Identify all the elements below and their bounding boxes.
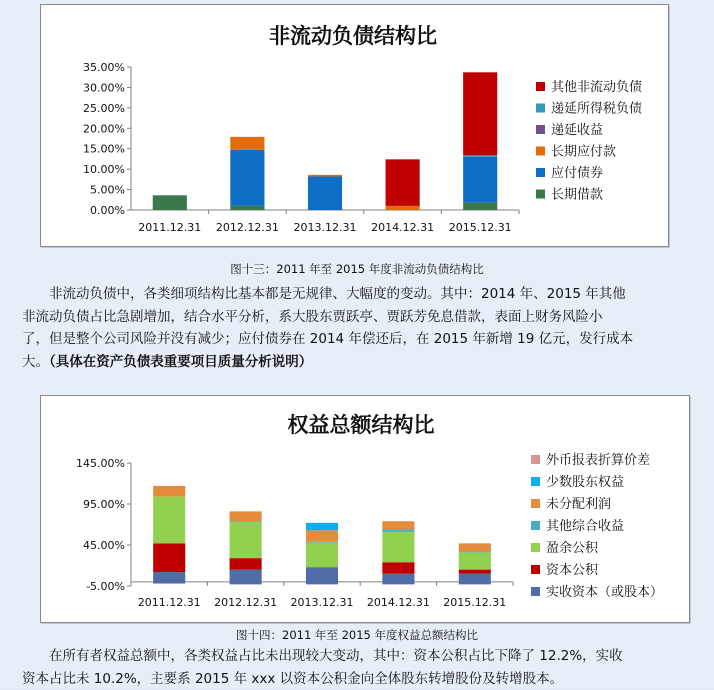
bar-segment xyxy=(382,521,414,529)
y-tick-label: 10.00% xyxy=(83,163,125,176)
chart-title: 权益总额结构比 xyxy=(288,413,435,437)
bar-segment xyxy=(459,574,491,582)
chart-total-equity xyxy=(40,395,690,623)
legend-label: 其他非流动负债 xyxy=(551,79,642,95)
y-tick-label: 15.00% xyxy=(83,143,125,156)
legend-swatch xyxy=(536,104,545,113)
x-tick-label: 2012.12.31 xyxy=(216,221,279,234)
bar-segment xyxy=(386,159,420,206)
bar-segment xyxy=(382,562,414,573)
bar-segment xyxy=(306,543,338,568)
legend-swatch xyxy=(531,587,540,596)
y-tick-label: -5.00% xyxy=(86,580,125,593)
x-tick-label: 2011.12.31 xyxy=(138,596,201,609)
legend-label: 其他综合收益 xyxy=(546,518,624,534)
bar-segment xyxy=(306,530,338,541)
x-tick-label: 2014.12.31 xyxy=(367,596,430,609)
bar-segment xyxy=(306,542,338,543)
paragraph-liabilities xyxy=(22,283,694,373)
legend-label: 外币报表折算价差 xyxy=(546,452,650,468)
p2-line1: 在所有者权益总额中，各类权益占比未出现较大变动，其中：资本公积占比下降了 12.2%，实收 xyxy=(49,648,623,664)
y-tick-label: 20.00% xyxy=(83,122,125,135)
x-tick-label: 2013.12.31 xyxy=(294,221,357,234)
p2-line2: 资本占比未 10.2%，主要系 2015 年 xxx 以资本公积金向全体股东转增股份及转增股本。 xyxy=(22,668,694,690)
bar-segment xyxy=(463,203,497,210)
bar-segment xyxy=(308,175,342,177)
figure-caption-13: 图十三：2011 年至 2015 年度非流动负债结构比 xyxy=(0,261,714,277)
bar-segment xyxy=(463,72,497,155)
bar-segment-negative xyxy=(153,582,185,584)
p1-line3: 了，但是整个公司风险并没有减少；应付债券在 2014 年偿还后，在 2015 年新增 19 亿元，发行成本 xyxy=(22,328,694,351)
x-tick-label: 2012.12.31 xyxy=(214,596,277,609)
bar-segment-negative xyxy=(382,582,414,584)
bar-segment xyxy=(382,529,414,531)
legend-label: 少数股东权益 xyxy=(546,474,624,490)
bar-segment xyxy=(463,155,497,157)
legend-label: 递延收益 xyxy=(551,122,603,138)
y-tick-label: 45.00% xyxy=(83,539,125,552)
y-tick-label: 25.00% xyxy=(83,102,125,115)
bar-segment xyxy=(153,572,185,582)
x-tick-label: 2013.12.31 xyxy=(291,596,354,609)
legend-label: 盈余公积 xyxy=(546,541,599,556)
bar-segment xyxy=(153,195,187,210)
legend-label: 未分配利润 xyxy=(546,496,611,512)
p1-line2: 非流动负债占比急剧增加，结合水平分析，系大股东贾跃亭、贾跃芳免息借款，表面上财务风险小 xyxy=(22,306,694,329)
bar-segment xyxy=(306,523,338,530)
legend-swatch xyxy=(531,499,540,508)
bar-segment xyxy=(382,532,414,562)
x-tick-label: 2015.12.31 xyxy=(449,221,512,234)
bar-segment xyxy=(230,558,262,569)
p1-line4-bold: （具体在资产负债表重要项目质量分析说明） xyxy=(49,354,312,370)
x-tick-label: 2011.12.31 xyxy=(138,221,201,234)
x-tick-label: 2014.12.31 xyxy=(371,221,434,234)
legend-swatch xyxy=(536,82,545,91)
p1-line4: 大。 xyxy=(22,354,49,370)
paragraph-equity xyxy=(22,645,694,690)
bar-segment xyxy=(230,137,264,150)
p1-line1: 非流动负债中，各类细项结构比基本都是无规律、大幅度的变动。其中：2014 年、2015 年其他 xyxy=(49,286,626,302)
bar-segment xyxy=(230,511,262,521)
legend-swatch xyxy=(536,168,545,177)
legend-swatch xyxy=(531,543,540,552)
bar-segment xyxy=(459,552,491,569)
bar-segment xyxy=(463,157,497,203)
y-tick-label: 5.00% xyxy=(90,184,125,197)
chart-non-current-liabilities-svg xyxy=(41,5,668,246)
legend-label: 应付债券 xyxy=(551,165,603,181)
bar-segment xyxy=(153,497,185,544)
y-tick-label: 145.00% xyxy=(76,457,125,470)
bar-segment xyxy=(382,574,414,582)
legend-label: 递延所得税负债 xyxy=(551,101,642,117)
legend-label: 资本公积 xyxy=(546,562,599,578)
bar-segment xyxy=(230,570,262,582)
bar-segment-negative xyxy=(306,582,338,584)
bar-segment xyxy=(153,486,185,497)
bar-segment xyxy=(306,567,338,582)
y-tick-label: 30.00% xyxy=(83,81,125,94)
legend-swatch xyxy=(531,521,540,530)
legend-label: 长期借款 xyxy=(551,187,603,203)
bar-segment xyxy=(230,206,264,210)
chart-title: 非流动负债结构比 xyxy=(269,24,437,48)
x-tick-label: 2015.12.31 xyxy=(443,596,506,609)
legend-swatch xyxy=(536,190,545,199)
figure-caption-14: 图十四：2011 年至 2015 年度权益总额结构比 xyxy=(0,627,714,643)
chart-non-current-liabilities xyxy=(40,4,669,247)
bar-segment-negative xyxy=(230,582,262,584)
bar-segment xyxy=(153,543,185,572)
bar-segment xyxy=(459,543,491,551)
bar-segment xyxy=(308,176,342,210)
legend-swatch xyxy=(536,147,545,156)
legend-label: 长期应付款 xyxy=(551,144,616,160)
bar-segment xyxy=(459,570,491,574)
bar-segment xyxy=(459,552,491,553)
bar-segment xyxy=(230,150,264,206)
y-tick-label: 0.00% xyxy=(90,204,125,217)
bar-segment xyxy=(386,206,420,210)
legend-swatch xyxy=(531,455,540,464)
chart-total-equity-svg xyxy=(41,396,689,622)
bar-segment-negative xyxy=(459,582,491,584)
legend-swatch xyxy=(531,477,540,486)
legend-swatch xyxy=(536,125,545,134)
bar-segment xyxy=(230,522,262,558)
legend-label: 实收资本（或股本） xyxy=(546,584,663,600)
legend-swatch xyxy=(531,565,540,574)
y-tick-label: 35.00% xyxy=(83,61,125,74)
bar-segment xyxy=(230,521,262,522)
y-tick-label: 95.00% xyxy=(83,498,125,511)
